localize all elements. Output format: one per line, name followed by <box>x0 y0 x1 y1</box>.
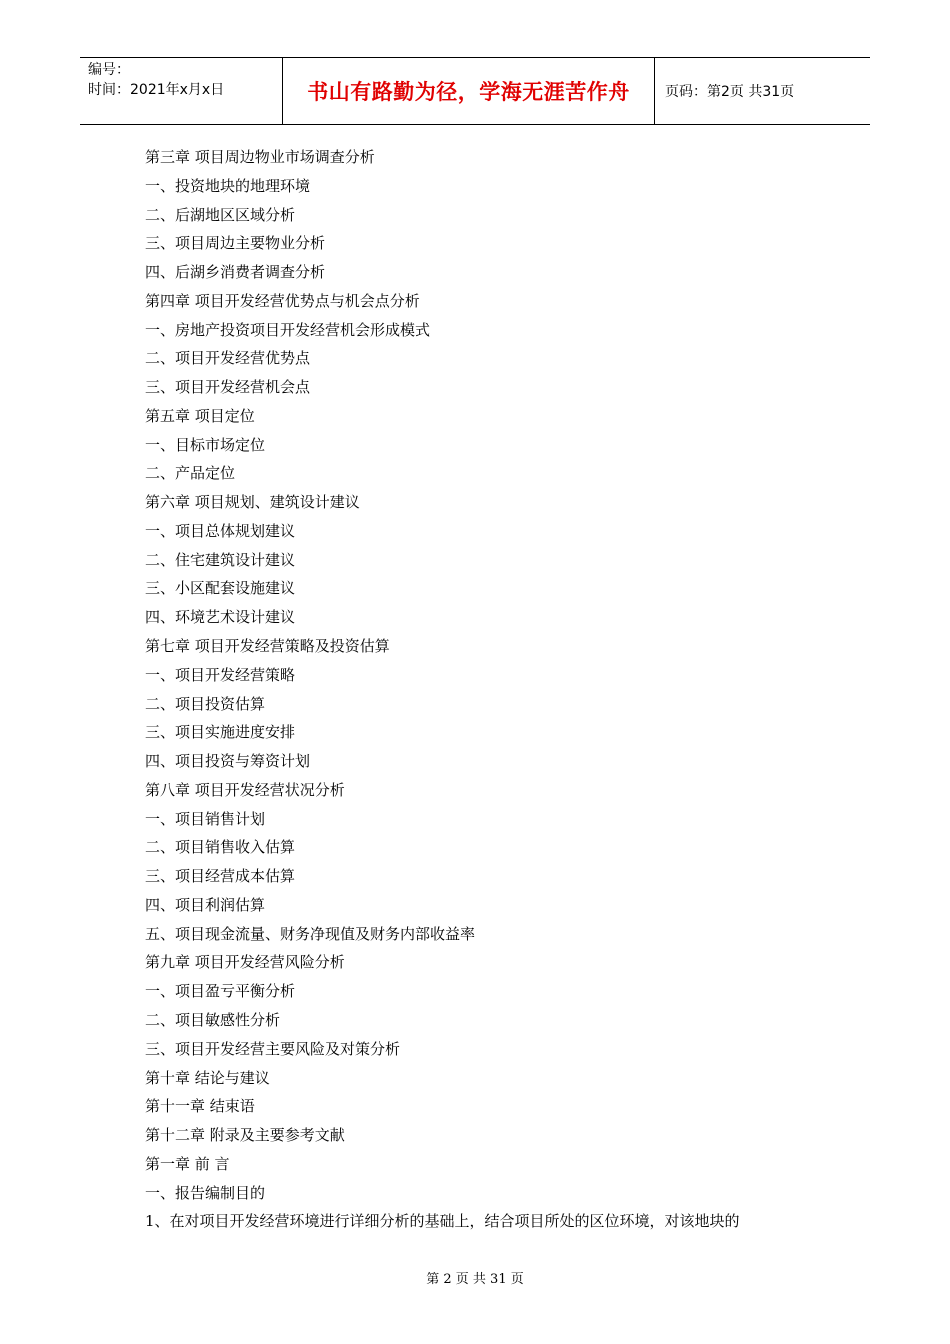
toc-line: 四、后湖乡消费者调查分析 <box>145 263 326 282</box>
toc-line: 一、房地产投资项目开发经营机会形成模式 <box>145 320 431 339</box>
toc-line: 第五章 项目定位 <box>145 406 255 425</box>
toc-line: 二、项目销售收入估算 <box>145 838 296 857</box>
header-meta <box>80 58 282 124</box>
toc-line: 1、在对项目开发经营环境进行详细分析的基础上，结合项目所处的区位环境，对该地块的 <box>145 1212 740 1231</box>
toc-line: 三、小区配套设施建议 <box>145 579 296 598</box>
toc-line: 一、报告编制目的 <box>145 1183 266 1202</box>
toc-line: 第十章 结论与建议 <box>145 1068 270 1087</box>
toc-line: 第七章 项目开发经营策略及投资估算 <box>145 637 390 656</box>
toc-line: 二、住宅建筑设计建议 <box>145 550 296 569</box>
toc-line: 第九章 项目开发经营风险分析 <box>145 953 345 972</box>
toc-line: 一、项目销售计划 <box>145 809 266 828</box>
toc-line: 一、目标市场定位 <box>145 435 266 454</box>
toc-line: 四、环境艺术设计建议 <box>145 608 296 627</box>
toc-line: 一、投资地块的地理环境 <box>145 176 311 195</box>
toc-line: 一、项目盈亏平衡分析 <box>145 982 296 1001</box>
toc-line: 第四章 项目开发经营优势点与机会点分析 <box>145 291 420 310</box>
toc-line: 第十一章 结束语 <box>145 1097 255 1116</box>
document-number-label: 编号： <box>88 62 130 78</box>
document-date-label: 时间：2021年x月x日 <box>88 82 225 98</box>
toc-line: 二、后湖地区区域分析 <box>145 205 296 224</box>
toc-line: 三、项目周边主要物业分析 <box>145 234 326 253</box>
toc-line: 三、项目经营成本估算 <box>145 867 296 886</box>
toc-line: 二、项目开发经营优势点 <box>145 349 311 368</box>
toc-line: 三、项目实施进度安排 <box>145 723 296 742</box>
toc-line: 一、项目开发经营策略 <box>145 665 296 684</box>
toc-line: 二、项目投资估算 <box>145 694 266 713</box>
toc-line: 一、项目总体规划建议 <box>145 521 296 540</box>
toc-line: 第一章 前 言 <box>145 1154 230 1173</box>
toc-line: 三、项目开发经营机会点 <box>145 378 311 397</box>
toc-line: 四、项目投资与筹资计划 <box>145 752 311 771</box>
header-motto: 书山有路勤为径，学海无涯苦作舟 <box>282 58 655 124</box>
page-footer: 第 2 页 共 31 页 <box>426 1272 524 1287</box>
page-header <box>80 57 870 125</box>
toc-line: 第六章 项目规划、建筑设计建议 <box>145 493 360 512</box>
toc-line: 第八章 项目开发经营状况分析 <box>145 780 345 799</box>
header-page-info: 页码：第2页 共31页 <box>665 84 795 100</box>
toc-line: 三、项目开发经营主要风险及对策分析 <box>145 1039 401 1058</box>
toc-line: 四、项目利润估算 <box>145 895 266 914</box>
toc-line: 五、项目现金流量、财务净现值及财务内部收益率 <box>145 924 476 943</box>
toc-line: 第三章 项目周边物业市场调查分析 <box>145 148 375 166</box>
toc-line: 二、产品定位 <box>145 464 236 483</box>
toc-line: 第十二章 附录及主要参考文献 <box>145 1126 345 1145</box>
toc-line: 二、项目敏感性分析 <box>145 1010 281 1029</box>
table-of-contents <box>145 143 740 1236</box>
